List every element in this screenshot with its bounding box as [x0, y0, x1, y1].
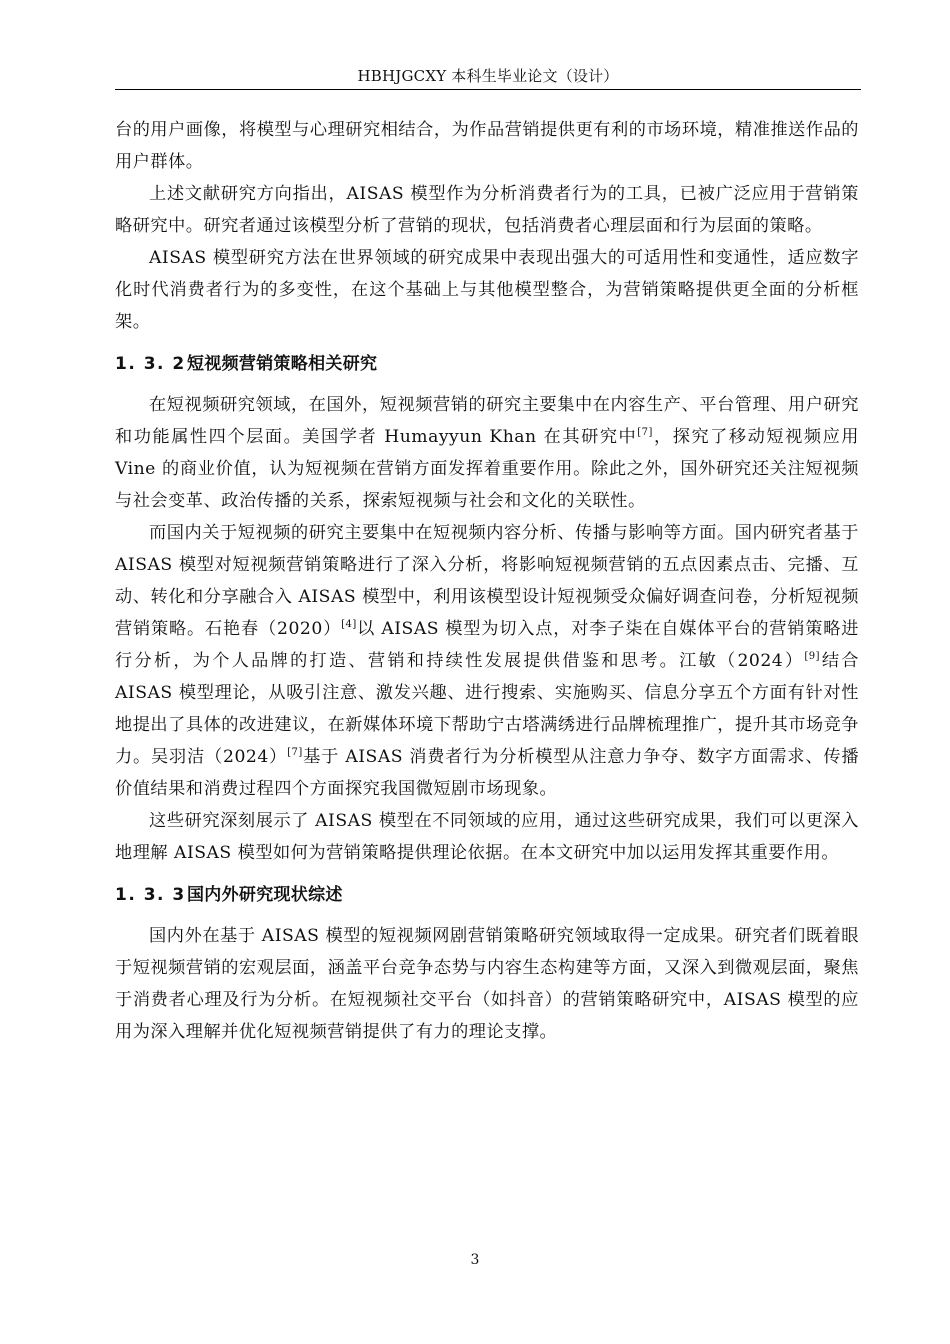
paragraph-aisas-tool: 上述文献研究方向指出，AISAS 模型作为分析消费者行为的工具，已被广泛应用于营销策略研究中。研究者通过该模型分析了营销的现状，包括消费者心理层面和行为层面的策略。	[115, 184, 859, 236]
page-header: HBHJGCXY 本科生毕业论文（设计）	[357, 67, 619, 85]
section-number: 1. 3. 2	[115, 354, 186, 374]
header-rule	[115, 89, 861, 90]
document-body	[115, 114, 859, 1048]
paragraph-research-significance: 这些研究深刻展示了 AISAS 模型在不同领域的应用，通过这些研究成果，我们可以更深入地理解 AISAS 模型如何为营销策略提供理论依据。在本文研究中加以运用发挥其重要作用。	[115, 811, 859, 863]
paragraph-text: 基于 AISAS 消费者行为分析模型从注意力争夺、数字方面需求、传播价值结果和消费过程四个方面探究我国微短剧市场现象。	[115, 747, 860, 799]
citation-ref: [4]	[341, 619, 357, 630]
paragraph-continuation: 台的用户画像，将模型与心理研究相结合，为作品营销提供更有利的市场环境，精准推送作品的用户群体。	[115, 120, 859, 172]
paragraph-text: 以 AISAS 模型为切入点，对李子柒在自媒体平台的营销策略进行分析，为个人品牌的打造、营销和持续性发展提供借鉴和思考。江敏（2024）	[115, 619, 859, 671]
paragraph-text: 而国内关于短视频的研究主要集中在短视频内容分析、传播与影响等方面。国内研究者基于 AISAS 模型对短视频营销策略进行了深入分析，将影响短视频营销的五点因素点击、完播、互动、转化和分享融合入 AISAS 模型中，利用该模型设计短视频受众偏好调查问卷，分析短视频营销策略。石艳春（2020）	[115, 523, 859, 639]
section-heading-1-3-3	[115, 882, 859, 908]
citation-ref: [7]	[637, 427, 653, 438]
citation-ref: [7]	[287, 747, 303, 758]
section-title: 短视频营销策略相关研究	[187, 354, 378, 374]
paragraph-domestic-research	[115, 517, 859, 805]
paragraph-text: 结合 AISAS 模型理论，从吸引注意、激发兴趣、进行搜索、实施购买、信息分享五个方面有针对性地提出了具体的改进建议，在新媒体环境下帮助宁古塔满绣进行品牌梳理推广，提升其市场竞争力。吴羽洁（2024）	[115, 651, 859, 767]
page-number: 3	[470, 1252, 480, 1268]
citation-ref: [9]	[804, 651, 821, 662]
section-title: 国内外研究现状综述	[187, 885, 343, 905]
section-heading-1-3-2	[115, 351, 859, 377]
paragraph-foreign-research	[115, 389, 859, 517]
paragraph-text: 在短视频研究领域，在国外，短视频营销的研究主要集中在内容生产、平台管理、用户研究和功能属性四个层面。美国学者 Humayyun Khan 在其研究中	[115, 395, 859, 447]
paragraph-summary: 国内外在基于 AISAS 模型的短视频网剧营销策略研究领域取得一定成果。研究者们既着眼于短视频营销的宏观层面，涵盖平台竞争态势与内容生态构建等方面，又深入到微观层面，聚焦于消费者心理及行为分析。在短视频社交平台（如抖音）的营销策略研究中，AISAS 模型的应用为深入理解并优化短视频营销提供了有力的理论支撑。	[115, 926, 859, 1042]
section-number: 1. 3. 3	[115, 885, 186, 905]
paragraph-text: ，探究了移动短视频应用 Vine 的商业价值，认为短视频在营销方面发挥着重要作用。除此之外，国外研究还关注短视频与社会变革、政治传播的关系，探索短视频与社会和文化的关联性。	[115, 427, 859, 511]
paragraph-aisas-adaptability: AISAS 模型研究方法在世界领域的研究成果中表现出强大的可适用性和变通性，适应数字化时代消费者行为的多变性，在这个基础上与其他模型整合，为营销策略提供更全面的分析框架。	[115, 248, 859, 332]
